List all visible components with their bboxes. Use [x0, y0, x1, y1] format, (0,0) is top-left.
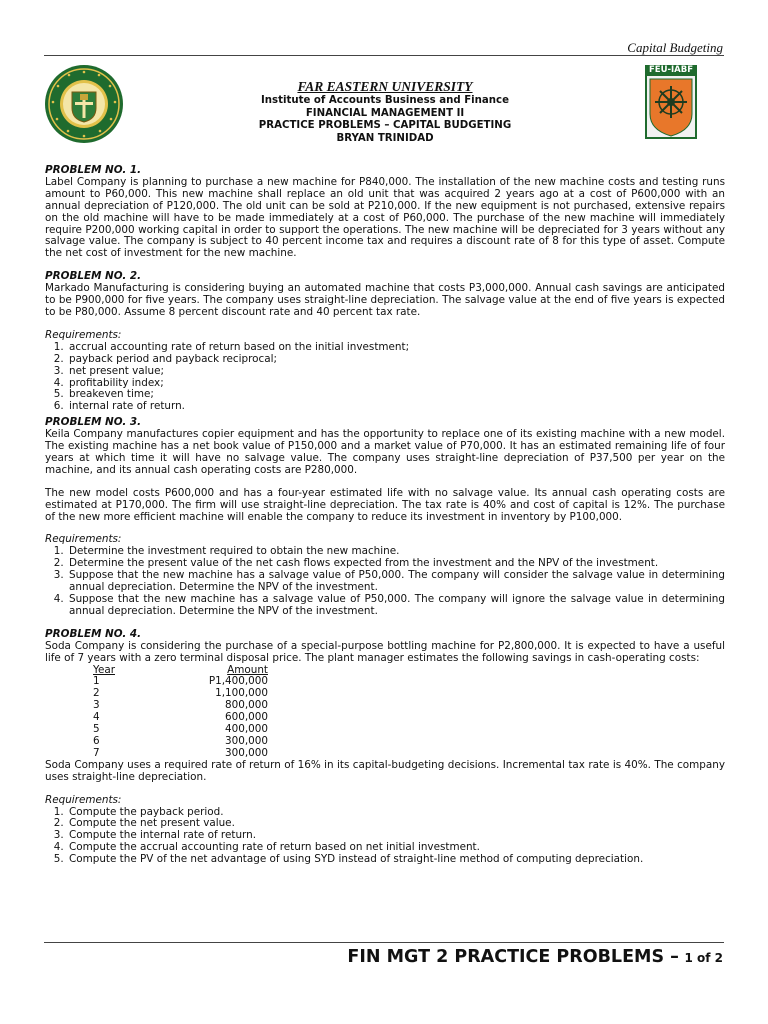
author-name: BRYAN TRINIDAD [336, 132, 434, 144]
requirement-item: 4. profitability index; [67, 378, 725, 390]
amount-cell: P1,400,000 [208, 675, 268, 688]
iabf-shield-icon [644, 64, 698, 140]
problem-4-requirements [45, 807, 725, 867]
document-body [45, 165, 725, 866]
year-header: Year [93, 663, 115, 676]
problem-3-title: PROBLEM NO. 3. [45, 416, 142, 429]
requirement-item: 4. Suppose that the new machine has a salvage value of P50,000. The company will ignore the salvage value in determining annual depreciation. Determine the NPV of the investment. [67, 594, 725, 618]
title-block [130, 78, 640, 145]
year-cell: 4 [93, 711, 100, 724]
problem-2-text: Markado Manufacturing is considering buying an automated machine that costs P3,000,000. Annual cash savings are anticipated to be P900,000 for five years. The company uses straight-line depreciation. The salvage value at the end of five years is expected to be P80,000. Assume 8 percent discount rate and 40 percent tax rate. [45, 282, 725, 318]
problem-1-text: Label Company is planning to purchase a new machine for P840,000. The installation of the new machine costs and testing runs amount to P60,000. This new machine shall replace an old unit that was acquired 2 years ago at a cost of P600,000 with an annual depreciation of P120,000. The old unit can be sold at P210,000. If the new equipment is not purchased, extensive repairs on the old machine will have to be made immediately at a cost of P60,000. The purchase of the new machine will immediately require P200,000 working capital in order to support the operations. The new machine will be depreciated for 3 years without any salvage value. The company is subject to 40 percent income tax and requires a discount rate of 8 for this type of asset. Compute the net cost of investment for the new machine. [45, 175, 725, 260]
problem-4-title: PROBLEM NO. 4. [45, 627, 142, 640]
amount-cell: 800,000 [225, 699, 268, 712]
problem-2-requirements-label: Requirements: [45, 328, 122, 341]
year-cell: 3 [93, 699, 100, 712]
feu-seal-icon [44, 64, 124, 144]
amount-cell: 600,000 [225, 711, 268, 724]
problem-3-requirements [45, 546, 725, 617]
amount-cell: 1,100,000 [215, 687, 268, 700]
page-number: 1 of 2 [684, 951, 723, 965]
problem-4-requirements-label: Requirements: [45, 793, 122, 806]
year-cell: 6 [93, 734, 100, 747]
running-header: Capital Budgeting [627, 40, 723, 55]
problem-3-text-2: The new model costs P600,000 and has a four-year estimated life with no salvage value. Its annual cash operating costs are estimated at P170,000. The firm will use straight-line depreciation. The tax rate is 40% and cost of capital is 12%. The purchase of the new more efficient machine will enable the company to reduce its investment in inventory by P100,000. [45, 486, 725, 523]
year-cell: 7 [93, 746, 100, 759]
problem-1-title: PROBLEM NO. 1. [45, 164, 142, 176]
footer-title: FIN MGT 2 PRACTICE PROBLEMS – [347, 947, 679, 967]
problem-3-requirements-label: Requirements: [45, 533, 122, 546]
requirement-item: 3. Compute the internal rate of return. [67, 830, 725, 842]
requirement-item: 4. Compute the accrual accounting rate of return based on net initial investment. [67, 842, 725, 854]
requirement-item: 2. Compute the net present value. [67, 818, 725, 830]
problem-2-title: PROBLEM NO. 2. [45, 270, 142, 283]
year-cell: 1 [93, 675, 100, 688]
requirement-item: 3. Suppose that the new machine has a salvage value of P50,000. The company will consider the salvage value in determining annual depreciation. Determine the NPV of the investment. [67, 570, 725, 594]
requirement-item: 1. accrual accounting rate of return based on the initial investment; [67, 342, 725, 354]
problem-3-text-1: Keila Company manufactures copier equipment and has the opportunity to replace one of its existing machine with a new model. The existing machine has a net book value of P150,000 and a market value of P70,000. It has an estimated remaining life of four years at which time it will have no salvage value. The company uses straight-line depreciation of P37,500 per year on the machine, and its annual cash operating costs are P280,000. [45, 428, 725, 476]
amount-cell: 300,000 [225, 746, 268, 759]
requirement-item: 6. internal rate of return. [67, 401, 725, 413]
requirement-item: 2. payback period and payback reciprocal; [67, 354, 725, 366]
institute-name: Institute of Accounts Business and Finance [261, 95, 509, 106]
feu-seal-logo [44, 64, 124, 144]
requirement-item: 1. Compute the payback period. [67, 807, 725, 819]
university-name: FAR EASTERN UNIVERSITY [297, 79, 473, 94]
amount-cell: 300,000 [225, 734, 268, 747]
problem-2-requirements [45, 342, 725, 413]
savings-table [89, 665, 268, 760]
year-cell: 2 [93, 687, 100, 700]
requirement-item: 5. breakeven time; [67, 389, 725, 401]
requirement-item: 5. Compute the PV of the net advantage of using SYD instead of straight-line method of computing depreciation. [67, 854, 725, 866]
iabf-logo-label: FEU-IABF [648, 65, 694, 75]
table-row [89, 748, 268, 760]
feu-iabf-logo [644, 64, 698, 140]
requirement-item: 2. Determine the present value of the net cash flows expected from the investment and the NPV of the investment. [67, 558, 725, 570]
amount-header: Amount [227, 663, 268, 676]
footer-rule [44, 942, 724, 943]
document-subject: PRACTICE PROBLEMS – CAPITAL BUDGETING [258, 120, 512, 131]
course-name: FINANCIAL MANAGEMENT II [305, 107, 465, 119]
problem-4-text-2: Soda Company uses a required rate of return of 16% in its capital-budgeting decisions. Incremental tax rate is 40%. The company uses straight-line depreciation. [45, 758, 725, 783]
problem-4-text-1: Soda Company is considering the purchase of a special-purpose bottling machine for P2,800,000. It is expected to have a useful life of 7 years with a zero terminal disposal price. The plant manager estimates the following savings in cash-operating costs: [45, 639, 725, 664]
requirement-item: 1. Determine the investment required to obtain the new machine. [67, 546, 725, 558]
header-rule [44, 55, 724, 56]
page-footer [347, 947, 723, 967]
amount-cell: 400,000 [225, 723, 268, 736]
requirement-item: 3. net present value; [67, 366, 725, 378]
year-cell: 5 [93, 723, 100, 736]
